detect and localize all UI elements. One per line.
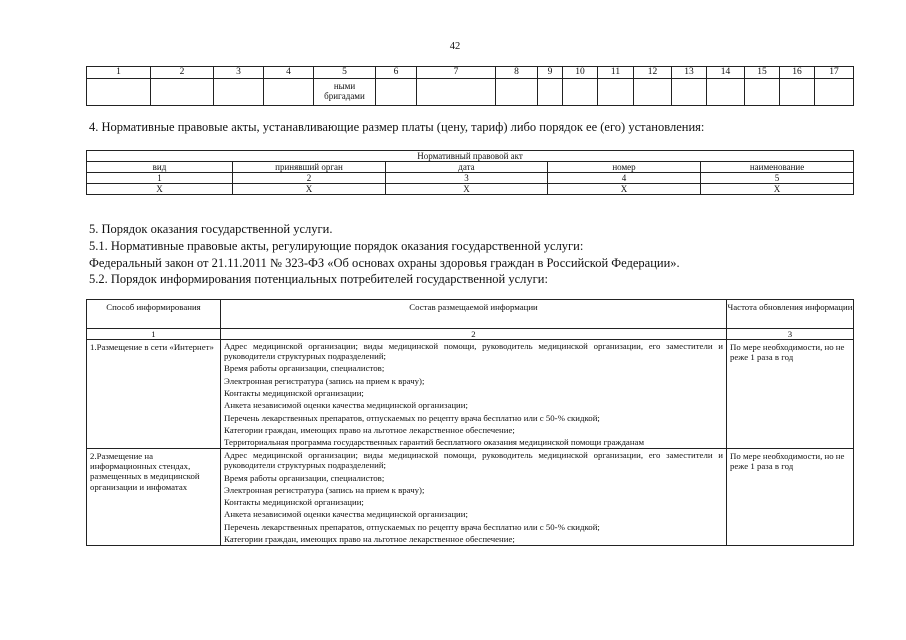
table-cell (264, 79, 314, 106)
services-table-continuation (86, 66, 854, 106)
content-item: Адрес медицинской организации; виды медицинской помощи, руководитель медицинской организации, его заместители и руководители структурных подразделений; (224, 341, 723, 362)
table-row (87, 184, 854, 195)
content-item: Время работы организации, специалистов; (224, 363, 385, 374)
content-item: Контакты медицинской организации; (224, 388, 364, 399)
column-number: 2 (233, 173, 386, 184)
column-number: 9 (538, 67, 563, 79)
table-title: Нормативный правовой акт (87, 151, 854, 162)
table-cell (496, 79, 538, 106)
column-number: 6 (376, 67, 417, 79)
table-cell (376, 79, 417, 106)
column-number: 16 (780, 67, 815, 79)
table-row (87, 340, 854, 449)
content-item: Контакты медицинской организации; (224, 497, 364, 508)
column-header: принявший орган (233, 162, 386, 173)
column-header: наименование (701, 162, 854, 173)
table-cell: Х (233, 184, 386, 195)
page-number: 42 (449, 41, 461, 52)
column-number: 1 (87, 329, 221, 340)
table-header-row (87, 162, 854, 173)
content-item: Электронная регистратура (запись на прием к врачу); (224, 375, 425, 386)
column-number: 13 (672, 67, 707, 79)
section-4-heading: 4. Нормативные правовые акты, устанавливающие размер платы (цену, тариф) либо порядок ее (его) установления: (89, 120, 705, 134)
column-number: 11 (598, 67, 634, 79)
content-item: Адрес медицинской организации; виды медицинской помощи, руководитель медицинской организации, его заместители и руководители структурных подразделений; (224, 450, 723, 471)
informing-method: 1.Размещение в сети «Интернет» (87, 340, 221, 449)
content-item: Перечень лекарственных препаратов, отпускаемых по рецепту врача бесплатно или с 50-% скидкой; (224, 521, 600, 532)
column-number: 1 (87, 67, 151, 79)
table-cell: Х (386, 184, 548, 195)
table-cell: Х (548, 184, 701, 195)
column-number: 2 (151, 67, 214, 79)
law-reference: Федеральный закон от 21.11.2011 № 323-ФЗ «Об основах охраны здоровья граждан в Российской Федерации». (89, 256, 680, 270)
table-cell (214, 79, 264, 106)
column-number: 8 (496, 67, 538, 79)
table-cell (672, 79, 707, 106)
column-number: 14 (707, 67, 745, 79)
content-item: Перечень лекарственных препаратов, отпускаемых по рецепту врача бесплатно или с 50-% скидкой; (224, 412, 600, 423)
information-content (221, 449, 727, 546)
table-header-row (87, 300, 854, 329)
column-number: 15 (745, 67, 780, 79)
table-cell (780, 79, 815, 106)
column-number: 7 (417, 67, 496, 79)
content-item: Анкета независимой оценки качества медицинской организации; (224, 509, 468, 520)
column-number: 10 (563, 67, 598, 79)
informing-method: 2.Размещение на информационных стендах, размещенных в медицинской организации и инфоматах (87, 449, 221, 546)
column-number: 12 (634, 67, 672, 79)
section-5-1-heading: 5.1. Нормативные правовые акты, регулирующие порядок оказания государственной услуги: (89, 239, 584, 253)
column-header: Состав размещаемой информации (221, 300, 727, 329)
content-item: Анкета независимой оценки качества медицинской организации; (224, 400, 468, 411)
table-cell (417, 79, 496, 106)
column-number-row (87, 67, 854, 79)
normative-acts-table (86, 150, 854, 195)
column-header: номер (548, 162, 701, 173)
cell-text-line: ными (333, 81, 356, 91)
column-number: 1 (87, 173, 233, 184)
table-title-row (87, 151, 854, 162)
update-frequency: По мере необходимости, но не реже 1 раза в год (727, 449, 854, 546)
table-cell (745, 79, 780, 106)
table-cell (563, 79, 598, 106)
column-number: 5 (314, 67, 376, 79)
table-cell (87, 79, 151, 106)
table-row (87, 449, 854, 546)
column-header: Способ информирования (87, 300, 221, 329)
section-5-heading: 5. Порядок оказания государственной услуги. (89, 222, 333, 236)
table-cell (815, 79, 854, 106)
section-5-2-heading: 5.2. Порядок информирования потенциальных потребителей государственной услуги: (89, 272, 548, 286)
column-number: 4 (264, 67, 314, 79)
column-number-row (87, 329, 854, 340)
information-content (221, 340, 727, 449)
table-row (87, 79, 854, 106)
table-cell (151, 79, 214, 106)
table-cell: Х (87, 184, 233, 195)
table-cell: Х (701, 184, 854, 195)
column-number: 5 (701, 173, 854, 184)
content-item: Территориальная программа государственных гарантий бесплатного оказания медицинской помощи гражданам (224, 437, 645, 448)
column-header: вид (87, 162, 233, 173)
cell-text-line: бригадами (324, 91, 365, 101)
column-number: 4 (548, 173, 701, 184)
table-cell (538, 79, 563, 106)
content-item: Категории граждан, имеющих право на льготное лекарственное обеспечение; (224, 424, 515, 435)
column-number: 3 (214, 67, 264, 79)
column-number: 3 (386, 173, 548, 184)
table-cell (707, 79, 745, 106)
table-cell (634, 79, 672, 106)
update-frequency: По мере необходимости, но не реже 1 раза в год (727, 340, 854, 449)
informing-methods-table (86, 299, 854, 546)
column-number-row (87, 173, 854, 184)
table-cell (598, 79, 634, 106)
column-header: дата (386, 162, 548, 173)
table-cell (314, 79, 376, 106)
content-item: Категории граждан, имеющих право на льготное лекарственное обеспечение; (224, 534, 515, 545)
content-item: Время работы организации, специалистов; (224, 472, 385, 483)
content-item: Электронная регистратура (запись на прием к врачу); (224, 484, 425, 495)
column-number: 2 (221, 329, 727, 340)
column-number: 17 (815, 67, 854, 79)
column-header: Частота обновления информации (727, 300, 854, 329)
column-number: 3 (727, 329, 854, 340)
